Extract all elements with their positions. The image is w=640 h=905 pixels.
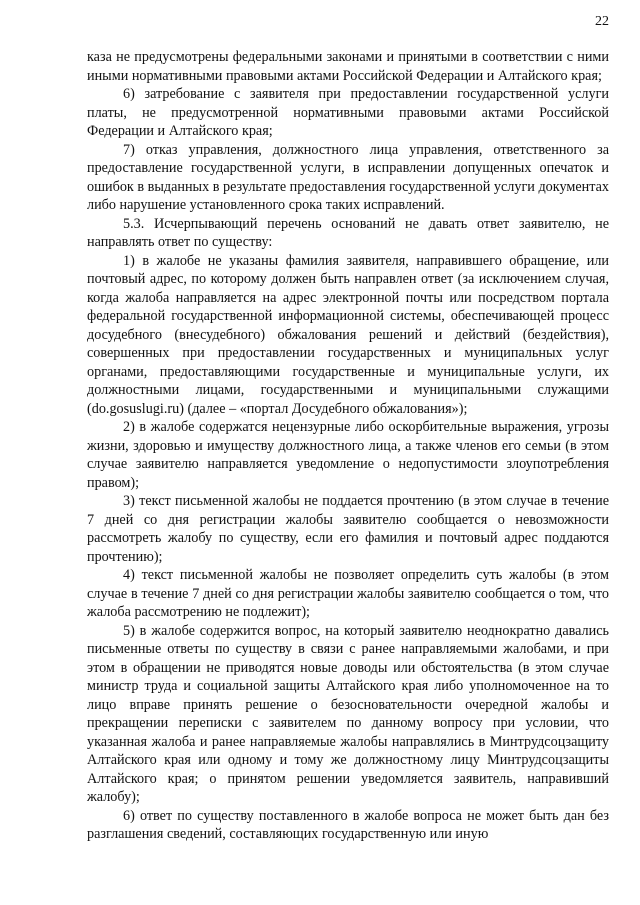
page-number: 22: [595, 14, 609, 29]
paragraph-ground-4: 4) текст письменной жалобы не позволяет определить суть жалобы (в этом случае в течение 7 дней со дня регистрации жалобы заявителю сообщается о том, что жалоба рассмотрению не подлежит);: [87, 567, 609, 620]
paragraph-continuation: каза не предусмотрены федеральными законами и принятыми в соответствии с ними иными нормативными правовыми актами Российской Федерации и Алтайского края;: [87, 49, 609, 84]
paragraph-item-7: 7) отказ управления, должностного лица управления, ответственного за предоставление государственной услуги, в исправлении допущенных опечаток и ошибок в выданных в результате предоставления государственной услуги документах либо нарушение установленного срока таких исправлений.: [87, 141, 609, 213]
paragraph-ground-5: 5) в жалобе содержится вопрос, на который заявителю неоднократно давались письменные ответы по существу в связи с ранее направляемыми жалобами, и при этом в обращении не приводятся новые доводы или обстоятельства (в этом случае министр труда и социальной защиты Алтайского края либо уполномоченное на то лицо вправе принять решение о безосновательности очередной жалобы и прекращении переписки с заявителем по данному вопросу при условии, что указанная жалоба и ранее направляемые жалобы направлялись в Минтрудсоцзащиту Алтайского края или одному и тому же должностному лицу Минтрудсоцзащиты Алтайского края; о принятом решении уведомляется заявитель, направивший жалобу);: [87, 622, 609, 805]
document-body: [87, 48, 609, 844]
paragraph-ground-6: 6) ответ по существу поставленного в жалобе вопроса не может быть дан без разглашения сведений, составляющих государственную или иную: [87, 807, 609, 842]
paragraph-ground-3: 3) текст письменной жалобы не поддается прочтению (в этом случае в течение 7 дней со дня регистрации жалобы заявителю сообщается о невозможности рассмотреть жалобу по существу, если его фамилия и почтовый адрес поддаются прочтению);: [87, 493, 609, 565]
section-5-3-heading: 5.3. Исчерпывающий перечень оснований не давать ответ заявителю, не направлять ответ по существу:: [87, 215, 609, 250]
paragraph-item-6: 6) затребование с заявителя при предоставлении государственной услуги платы, не предусмотренной нормативными правовыми актами Российской Федерации и Алтайского края;: [87, 86, 609, 139]
paragraph-ground-2: 2) в жалобе содержатся нецензурные либо оскорбительные выражения, угрозы жизни, здоровью и имуществу должностного лица, а также членов его семьи (в этом случае заявителю направляется уведомление о недопустимости злоупотребления правом);: [87, 419, 609, 491]
paragraph-ground-1: 1) в жалобе не указаны фамилия заявителя, направившего обращение, или почтовый адрес, по которому должен быть направлен ответ (за исключением случая, когда жалоба направляется на адрес электронной почты или посредством портала федеральной государственной информационной системы, обеспечивающей процесс досудебного (внесудебного) обжалования решений и действий (бездействия), совершенных при предоставлении государственных и муниципальных услуг органами, предоставляющими государственные и муниципальные услуги, их должностными лицами, государственными и муниципальными служащими (do.gosuslugi.ru) (далее – «портал Досудебного обжалования»);: [87, 252, 609, 417]
